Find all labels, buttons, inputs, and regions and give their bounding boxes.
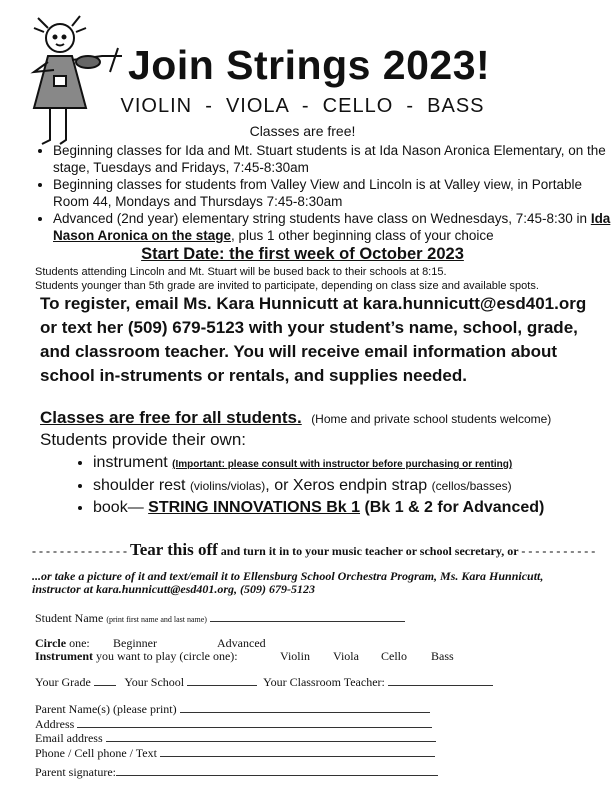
tear-off-line xyxy=(32,540,595,560)
start-date: Start Date: the first week of October 2023 xyxy=(141,245,464,263)
classes-free-bold: Classes are free for all students. xyxy=(40,408,302,427)
email-row xyxy=(35,730,436,745)
school-row xyxy=(35,674,493,690)
age-note: Students younger than 5th grade are invited to participate, depending on class size and available spots. xyxy=(35,280,539,292)
book-note: (Bk 1 & 2 for Advanced) xyxy=(360,499,545,516)
student-name-field[interactable] xyxy=(210,610,405,622)
schedule-list xyxy=(38,142,613,244)
label: one: xyxy=(66,636,90,650)
classes-free-text: Classes are free! xyxy=(249,123,356,139)
label-bold: Instrument xyxy=(35,649,94,663)
dashes: - - - - - - - - - - - - - - xyxy=(32,544,130,558)
parent-name-field[interactable] xyxy=(180,701,430,713)
address-field[interactable] xyxy=(77,716,432,728)
label-bold: Circle xyxy=(35,636,67,650)
signature-field[interactable] xyxy=(116,764,438,776)
phone-field[interactable] xyxy=(160,745,435,757)
supply-text: book— xyxy=(93,499,149,516)
instrument-row xyxy=(35,649,595,664)
location-emphasis: Ida Nason Aronica on the stage xyxy=(53,211,611,243)
supply-note: (cellos/basses) xyxy=(431,479,512,493)
bus-note: Students attending Lincoln and Mt. Stuart will be bused back to their schools at 8:15. xyxy=(35,266,447,278)
schedule-item xyxy=(53,210,613,244)
teacher-field[interactable] xyxy=(388,674,493,686)
page-title: Join Strings 2023! xyxy=(128,42,491,88)
supply-text: instrument xyxy=(93,454,173,471)
supply-item xyxy=(93,497,544,518)
parent-name-row xyxy=(35,701,436,716)
option-violin[interactable]: Violin xyxy=(280,649,310,663)
classes-free-all xyxy=(40,408,551,428)
provide-heading: Students provide their own: xyxy=(40,430,247,449)
parent-info xyxy=(35,701,436,759)
supply-item xyxy=(93,475,544,497)
option-viola[interactable]: Viola xyxy=(333,649,359,663)
option-bass[interactable]: Bass xyxy=(431,649,454,663)
grade-field[interactable] xyxy=(94,674,116,686)
address-row xyxy=(35,716,436,731)
school-field[interactable] xyxy=(187,674,257,686)
supply-text: , or Xeros endpin strap xyxy=(265,477,432,494)
tear-heading: Tear this off xyxy=(129,540,218,559)
supplies-list xyxy=(78,452,544,518)
option-cello[interactable]: Cello xyxy=(381,649,407,663)
schedule-item: • Beginning classes for students from Valley View and Lincoln is at Valley view, in Portable Room 44, Mondays and Thursdays 7:45-8:30am xyxy=(53,176,613,210)
supply-note: (Important: please consult with instructor before purchasing or renting) xyxy=(172,459,513,470)
label: Email address xyxy=(35,731,103,745)
email-field[interactable] xyxy=(106,730,436,742)
supply-text: shoulder rest xyxy=(93,477,190,494)
label: Your Grade xyxy=(35,675,91,689)
label: Phone / Cell phone / Text xyxy=(35,745,157,760)
note: (print first name and last name) xyxy=(106,615,207,624)
phone-row xyxy=(35,745,436,760)
register-instructions: To register, email Ms. Kara Hunnicutt at kara.hunnicutt@esd401.org or text her (509) 679-5123 with your student’s name, school, grade, and classroom teacher. You will receive email information about school in-struments or rentals, and supplies needed. xyxy=(40,294,587,385)
schedule-text: Advanced (2nd year) elementary string students have class on Wednesdays, 7:45-8:30 in xyxy=(53,211,591,226)
dashes: - - - - - - - - - - - xyxy=(518,544,596,558)
label: Your Classroom Teacher: xyxy=(263,675,385,689)
label: Parent signature: xyxy=(35,765,116,779)
schedule-tail: , plus 1 other beginning class of your choice xyxy=(231,228,494,243)
book-title: STRING INNOVATIONS Bk 1 xyxy=(148,499,361,516)
instrument-list: VIOLIN - VIOLA - CELLO - BASS xyxy=(120,95,485,117)
option-beginner[interactable]: Beginner xyxy=(113,636,157,650)
student-name-row xyxy=(35,610,405,626)
schedule-item: • Beginning classes for Ida and Mt. Stuart students is at Ida Nason Aronica Elementary, on the stage, Tuesdays and Fridays, 7:45-8:30am xyxy=(53,142,613,176)
option-advanced[interactable]: Advanced xyxy=(217,636,266,650)
label: Student Name xyxy=(35,611,104,625)
alt-submission-text: ...or take a picture of it and text/email it to Ellensburg School Orchestra Program, Ms. Kara Hunnicutt, instructor at kara.hunnicutt@esd401.org, (509) 679-5123 xyxy=(32,569,544,596)
label: Parent Name(s) (please print) xyxy=(35,702,177,716)
signature-row xyxy=(35,764,438,780)
label: Address xyxy=(35,716,75,731)
supply-item xyxy=(93,452,544,475)
tear-text: and turn it in to your music teacher or school secretary, or xyxy=(217,544,519,558)
label: Your School xyxy=(124,675,185,689)
classes-free-note: (Home and private school students welcome) xyxy=(311,412,552,426)
label: you want to play (circle one): xyxy=(93,649,238,663)
supply-note: (violins/violas) xyxy=(189,479,266,493)
